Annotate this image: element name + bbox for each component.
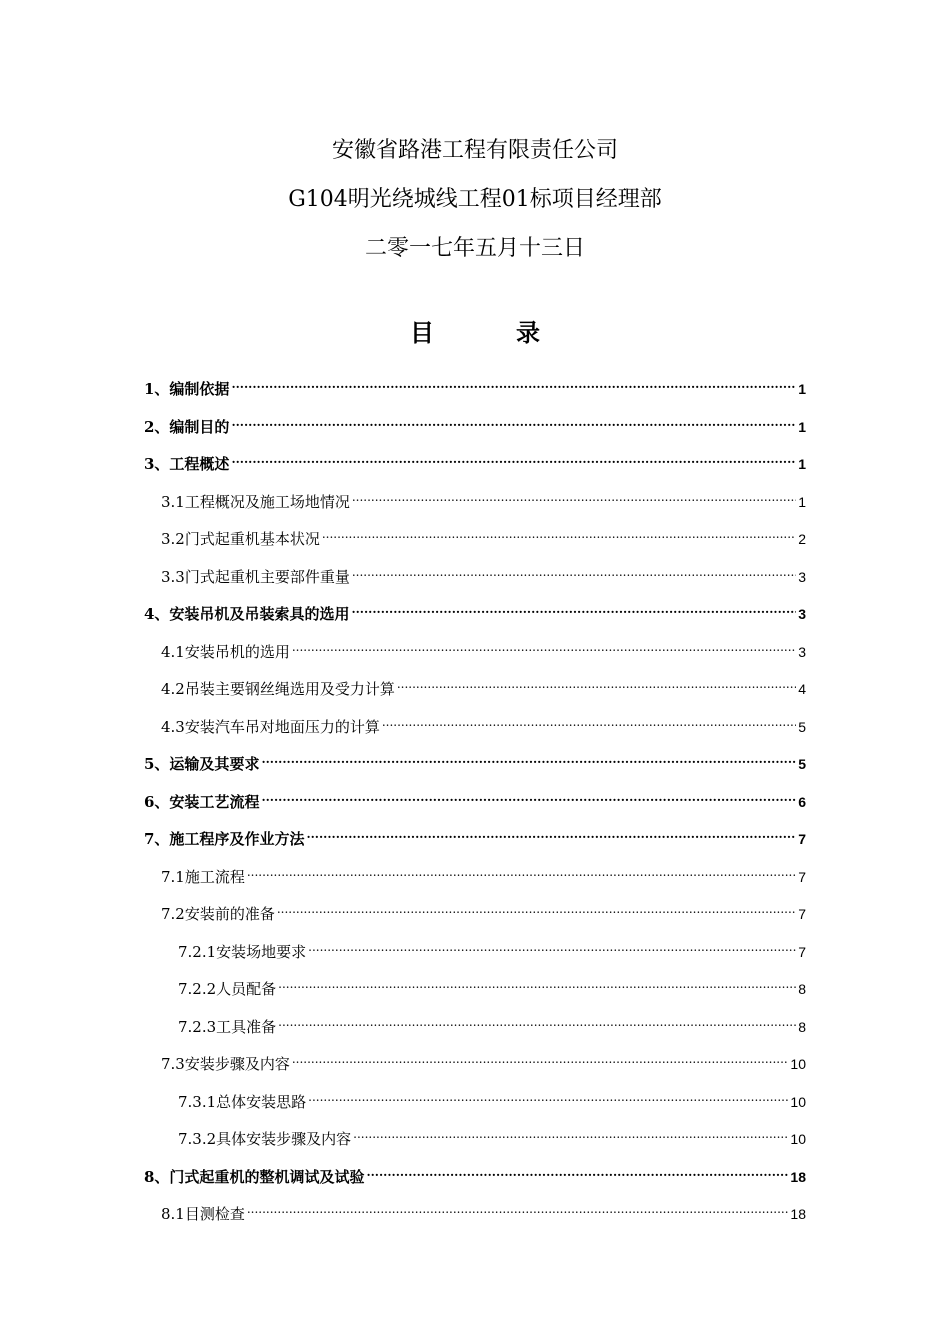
toc-title-part2: 录 <box>516 318 540 347</box>
company-name: 安徽省路港工程有限责任公司 <box>331 138 618 163</box>
toc-entry-label: 7.2.3工具准备 <box>178 1017 277 1036</box>
toc-leader-dots <box>306 822 796 844</box>
toc-entry-page: 7 <box>798 831 806 847</box>
toc-entry-label: 4.3安装汽车吊对地面压力的计算 <box>161 717 380 736</box>
toc-entry-label: 3、工程概述 <box>144 455 230 473</box>
toc-leader-dots <box>247 860 796 882</box>
toc-entry-label: 3.2门式起重机基本状况 <box>161 530 320 548</box>
toc-entry[interactable] <box>161 897 806 923</box>
toc-entry-page: 1 <box>798 418 806 435</box>
toc-entry[interactable] <box>161 1047 806 1073</box>
toc-leader-dots <box>247 1197 789 1219</box>
toc-leader-dots <box>278 972 796 994</box>
toc-entry-label: 5、运输及其要求 <box>144 755 260 773</box>
toc-entry-label: 8、门式起重机的整机调试及试验 <box>144 1167 365 1186</box>
toc-entry[interactable] <box>144 1160 806 1186</box>
toc-entry[interactable] <box>144 597 806 623</box>
toc-entry-page: 3 <box>798 606 806 622</box>
toc-entry-page: 1 <box>798 493 806 510</box>
toc-leader-dots <box>397 672 796 694</box>
toc-leader-dots <box>277 897 796 919</box>
toc-entry-label: 7.3安装步骤及内容 <box>161 1055 290 1073</box>
toc-entry-page: 7 <box>798 868 806 885</box>
toc-entry[interactable] <box>144 372 806 398</box>
toc-entry[interactable] <box>144 785 806 811</box>
toc-entry[interactable] <box>144 410 806 436</box>
toc-entry-label: 7.1施工流程 <box>161 867 245 886</box>
toc-entry-page: 7 <box>798 943 806 960</box>
toc-entry[interactable] <box>161 710 806 736</box>
toc-entry-label: 1、编制依据 <box>144 380 230 398</box>
toc-entry-label: 4、安装吊机及吊装索具的选用 <box>144 605 350 623</box>
toc-entry[interactable] <box>178 1010 806 1036</box>
toc-entry-page: 5 <box>798 718 806 735</box>
toc-leader-dots <box>231 410 796 432</box>
toc-entry-page: 3 <box>798 568 806 585</box>
toc-entry-label: 4.2吊装主要钢丝绳选用及受力计算 <box>161 680 395 698</box>
toc-entry-label: 3.3门式起重机主要部件重量 <box>161 567 350 586</box>
toc-entry[interactable] <box>144 747 806 773</box>
toc-entry-label: 4.1安装吊机的选用 <box>161 642 290 661</box>
toc-entry[interactable] <box>178 972 806 998</box>
toc-leader-dots <box>278 1010 796 1032</box>
toc-entry-page: 7 <box>798 906 806 922</box>
toc-leader-dots <box>352 560 796 582</box>
toc-entry[interactable] <box>178 935 806 961</box>
toc-entry-page: 4 <box>798 681 806 697</box>
toc-entry[interactable] <box>161 560 806 586</box>
toc-title <box>0 318 950 348</box>
toc-leader-dots <box>231 447 796 469</box>
toc-entry[interactable] <box>144 822 806 848</box>
toc-leader-dots <box>292 1047 789 1069</box>
toc-entry-page: 8 <box>798 1018 806 1035</box>
toc-entry-label: 7.2.2人员配备 <box>178 980 277 998</box>
toc-entry-page: 18 <box>790 1206 806 1222</box>
toc-entry[interactable] <box>178 1122 806 1148</box>
toc-leader-dots <box>366 1160 788 1182</box>
toc-leader-dots <box>261 785 796 807</box>
toc-leader-dots <box>351 597 796 619</box>
toc-title-part1: 目 <box>410 318 434 347</box>
toc-leader-dots <box>261 747 796 769</box>
toc-leader-dots <box>308 1085 788 1107</box>
toc-entry[interactable] <box>161 635 806 661</box>
toc-entry[interactable] <box>161 522 806 548</box>
toc-entry[interactable] <box>178 1085 806 1111</box>
toc-entry-label: 7、施工程序及作业方法 <box>144 830 305 848</box>
toc-entry[interactable] <box>161 860 806 886</box>
toc-entry-page: 8 <box>798 981 806 997</box>
toc-entry-label: 6、安装工艺流程 <box>144 792 260 811</box>
toc-entry-label: 2、编制目的 <box>144 417 230 436</box>
toc-leader-dots <box>382 710 796 732</box>
toc-entry-page: 1 <box>798 456 806 472</box>
toc-entry-page: 5 <box>798 756 806 772</box>
toc-entry-label: 7.2安装前的准备 <box>161 905 275 923</box>
toc-entry-label: 7.2.1安装场地要求 <box>178 942 307 961</box>
toc-leader-dots <box>353 1122 788 1144</box>
toc-entry-page: 2 <box>798 531 806 547</box>
toc-entry-page: 3 <box>798 643 806 660</box>
toc-entry-label: 7.3.2具体安装步骤及内容 <box>178 1130 352 1148</box>
toc-leader-dots <box>231 372 796 394</box>
toc-leader-dots <box>292 635 796 657</box>
toc-leader-dots <box>352 485 796 507</box>
toc-entry-label: 3.1工程概况及施工场地情况 <box>161 492 350 511</box>
toc-entry[interactable] <box>161 1197 806 1223</box>
toc-entry-page: 10 <box>790 1131 806 1147</box>
toc-leader-dots <box>322 522 796 544</box>
toc-entry-page: 10 <box>790 1056 806 1072</box>
document-date: 二零一七年五月十三日 <box>364 236 585 261</box>
toc-leader-dots <box>308 935 796 957</box>
toc-entry-label: 7.3.1总体安装思路 <box>178 1092 307 1111</box>
toc-entry-page: 1 <box>798 381 806 397</box>
toc-entry-page: 10 <box>790 1093 806 1110</box>
project-department: G104明光绕城线工程01标项目经理部 <box>288 187 662 212</box>
toc-entry[interactable] <box>161 672 806 698</box>
toc-entry-page: 18 <box>790 1168 806 1185</box>
toc-entry[interactable] <box>161 485 806 511</box>
toc-entry-label: 8.1目测检查 <box>161 1205 245 1223</box>
toc-entry[interactable] <box>144 447 806 473</box>
toc-entry-page: 6 <box>798 793 806 810</box>
